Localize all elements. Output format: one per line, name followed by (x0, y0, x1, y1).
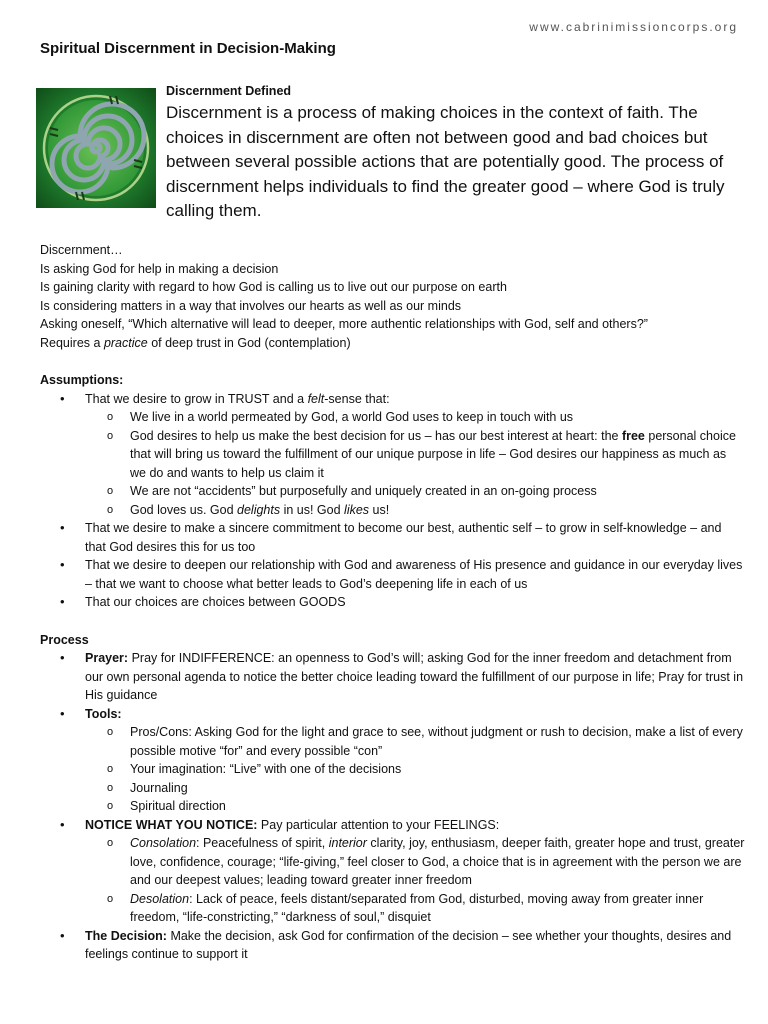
list-item: • Prayer: Pray for INDIFFERENCE: an openness to God’s will; asking God for the inner freedom and detachment from our own personal agenda to notice the better choice leading toward the fulfillment of our purpose in life; Pray for trust in His guidance (40, 649, 745, 705)
list-item: o We live in a world permeated by God, a world God uses to keep in touch with us (85, 408, 745, 427)
main-content (40, 241, 745, 964)
list-item: o We are not “accidents” but purposefully and uniquely created in an on-going process (85, 482, 745, 501)
list-item: o Your imagination: “Live” with one of the decisions (85, 760, 745, 779)
list-item: • That we desire to make a sincere commitment to become our best, authentic self – to grow in self-knowledge – and that God desires this for us too (40, 519, 745, 556)
list-item: • That our choices are choices between GOODS (40, 593, 745, 612)
list-item: o Desolation: Lack of peace, feels distant/separated from God, disturbed, moving away from greater inner freedom, “life-constricting,” “darkness of soul,” disquiet (85, 890, 745, 927)
discernment-line: Is considering matters in a way that involves our hearts as well as our minds (40, 298, 462, 313)
sub-list (85, 408, 745, 519)
list-item: o God desires to help us make the best decision for us – has our best interest at heart: the free personal choice that will bring us toward the fulfillment of our unique purpose in life – God desires our happiness as much as we do and wants to help us claim it (85, 427, 745, 483)
discernment-line: Is gaining clarity with regard to how God is calling us to live out our purpose on earth (40, 280, 507, 294)
assumptions-heading: Assumptions: (40, 373, 124, 387)
site-url: www.cabrinimissioncorps.org (529, 20, 738, 34)
assumptions-list (40, 390, 745, 612)
discernment-line: Requires a practice of deep trust in God (contemplation) (40, 335, 351, 350)
tools-list (85, 723, 745, 816)
process-list (40, 649, 745, 964)
definition-body: Discernment is a process of making choices in the context of faith. The choices in discernment are often not between good and bad choices but between several possible actions that are potentially good. The process of discernment helps individuals to find the greater good – where God is truly calling them. (166, 103, 725, 220)
process-heading: Process (40, 632, 89, 647)
discernment-line: Asking oneself, “Which alternative will lead to deeper, more authentic relationships with God, self and others?” (40, 317, 648, 331)
spiral-logo-image (36, 88, 156, 208)
definition-heading: Discernment Defined (166, 84, 292, 98)
feelings-list (85, 834, 745, 927)
discernment-line: Is asking God for help in making a decision (40, 261, 279, 276)
list-item: • NOTICE WHAT YOU NOTICE: Pay particular attention to your FEELINGS: o Consolation: Peacefulness of spirit, interior clarity, joy, enthusiasm, deeper faith, greater hope and trust, greater love, confidence, courage; “life-giving,” feel closer to God, a choice that is in agreement with the person we are and our deepest values; leading toward greater inner freedom o Desolation: Lack of peace, feels distant/separated from God, disturbed, moving away from greater inner freedom, “life-constricting,” “darkness of soul,” disquiet (40, 816, 745, 927)
discernment-heading: Discernment… (40, 243, 123, 257)
list-item: • That we desire to deepen our relationship with God and awareness of His presence and guidance in our everyday lives – that we want to choose what better leads to God’s deepening life in each of us (40, 556, 745, 593)
list-item: o Journaling (85, 779, 745, 798)
list-item: • Tools: o Pros/Cons: Asking God for the light and grace to see, without judgment or rush to decision, make a list of every possible motive “for” and every possible “con” o Your imagination: “Live” with one of the decisions o Journaling o Spiritual direction (40, 705, 745, 816)
list-item: o Consolation: Peacefulness of spirit, interior clarity, joy, enthusiasm, deeper faith, greater hope and trust, greater love, confidence, courage; “life-giving,” feel closer to God, a choice that is in agreement with the person we are and our deepest values; leading toward greater inner freedom (85, 834, 745, 890)
page-title: Spiritual Discernment in Decision-Making (40, 40, 336, 57)
list-item: o God loves us. God delights in us! God likes us! (85, 501, 745, 520)
list-item: o Spiritual direction (85, 797, 745, 816)
definition-block (166, 84, 746, 224)
list-item: o Pros/Cons: Asking God for the light and grace to see, without judgment or rush to decision, make a list of every possible motive “for” and every possible “con” (85, 723, 745, 760)
list-item: • The Decision: Make the decision, ask God for confirmation of the decision – see whether your thoughts, desires and feelings continue to support it (40, 927, 745, 964)
list-item: • That we desire to grow in TRUST and a felt-sense that: o We live in a world permeated by God, a world God uses to keep in touch with us o God desires to help us make the best decision for us – has our best interest at heart: the free personal choice that will bring us toward the fulfillment of our unique purpose in life – God desires our happiness as much as we do and wants to help us claim it o We are not “accidents” but purposefully and uniquely created in an on-going process o God loves us. God delights in us! God likes us! (40, 390, 745, 520)
